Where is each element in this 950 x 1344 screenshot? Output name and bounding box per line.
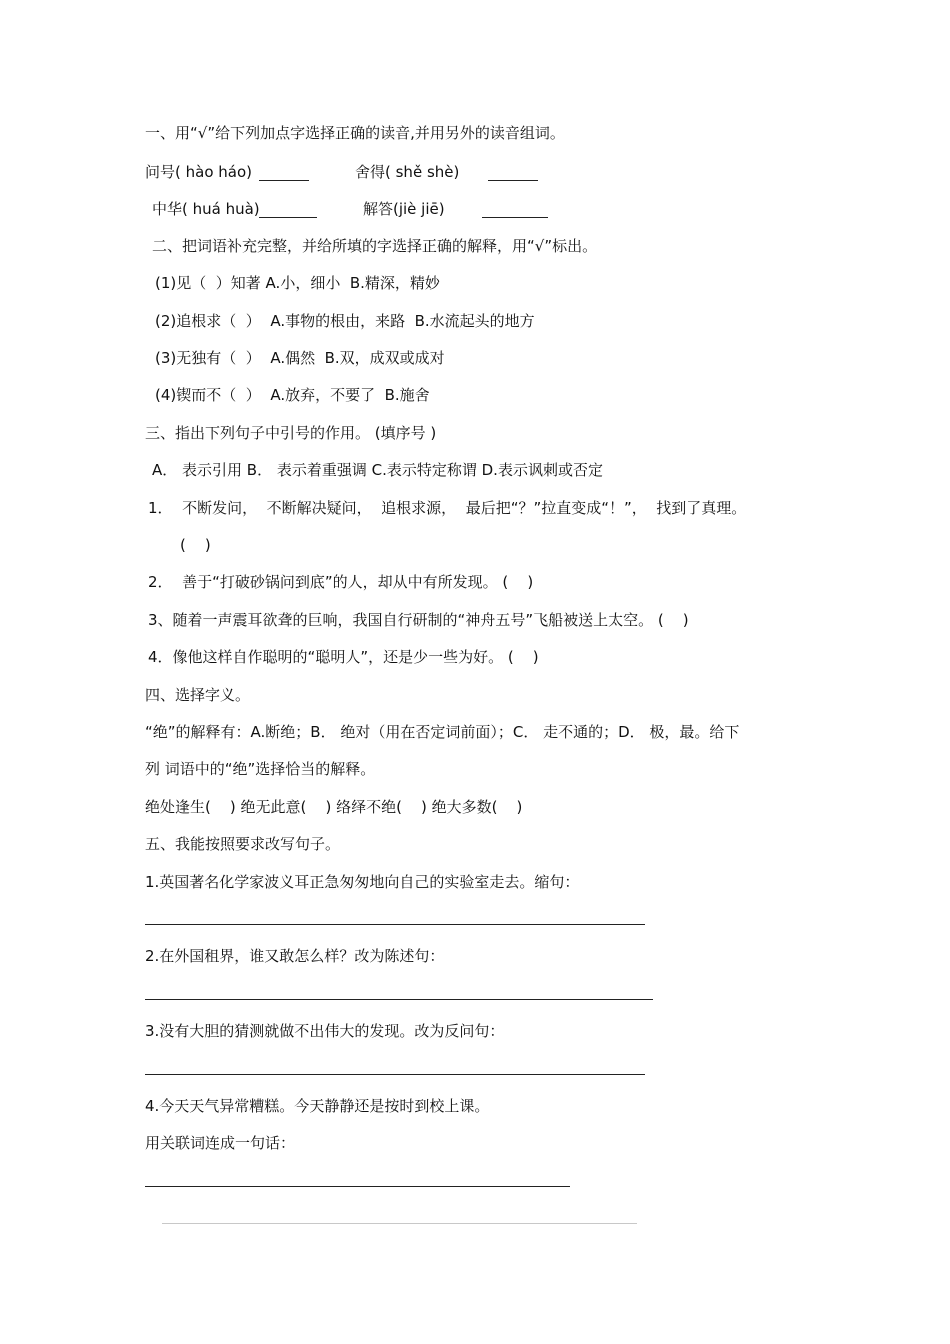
answer-line[interactable] xyxy=(145,1186,570,1187)
quote-question-4: 4．像他这样自作聪明的“聪明人”，还是少一些为好。 ( ) xyxy=(148,648,539,666)
answer-blank[interactable] xyxy=(259,180,309,181)
section1-heading: 一、用“√”给下列加点字选择正确的读音,并用另外的读音组词。 xyxy=(145,124,565,142)
quote-question-2: 2． 善于“打破砂锅问到底”的人，却从中有所发现。 ( ) xyxy=(148,573,534,591)
quote-question-1: 1． 不断发问， 不断解决疑问， 追根求源， 最后把“？”拉直变成“！”， 找到了真理。 xyxy=(148,499,747,517)
section4-heading: 四、选择字义。 xyxy=(145,686,251,704)
meaning-words: 绝处逢生( ) 绝无此意( ) 络绎不绝( ) 绝大多数( ) xyxy=(145,798,523,816)
rewrite-question-4-instruction: 用关联词连成一句话： xyxy=(145,1134,296,1152)
answer-blank[interactable] xyxy=(482,217,548,218)
answer-line[interactable] xyxy=(145,999,653,1000)
quote-options: A． 表示引用 B． 表示着重强调 C.表示特定称谓 D.表示讽刺或否定 xyxy=(152,461,603,479)
meaning-desc-line1: “绝”的解释有：A.断绝；B． 绝对（用在否定词前面）；C． 走不通的；D． 极，最。给下 xyxy=(145,723,740,741)
idiom-item: (2)追根求（ ） A.事物的根由，来路 B.水流起头的地方 xyxy=(155,312,535,330)
answer-blank[interactable] xyxy=(259,217,317,218)
rewrite-question-1: 1.英国著名化学家波义耳正急匆匆地向自己的实验室走去。缩句： xyxy=(145,873,580,891)
pinyin-item-jieda: 解答(jiè jiē) xyxy=(363,200,445,218)
pinyin-item-wenhao: 问号( hào háo) xyxy=(145,163,252,181)
idiom-item: (4)锲而不（ ） A.放弃，不要了 B.施舍 xyxy=(155,386,430,404)
idiom-item: (1)见（ ）知著 A.小，细小 B.精深，精妙 xyxy=(155,274,440,292)
rewrite-question-2: 2.在外国租界，谁又敢怎么样？改为陈述句： xyxy=(145,947,445,965)
quote-answer-paren[interactable]: ( ) xyxy=(180,536,211,554)
rewrite-question-3: 3.没有大胆的猜测就做不出伟大的发现。改为反问句： xyxy=(145,1022,505,1040)
pinyin-item-zhonghua: 中华( huá huà) xyxy=(152,200,260,218)
idiom-item: (3)无独有（ ） A.偶然 B.双，成双或成对 xyxy=(155,349,445,367)
section5-heading: 五、我能按照要求改写句子。 xyxy=(145,835,341,853)
section3-heading: 三、指出下列句子中引号的作用。 (填序号 ) xyxy=(145,424,437,442)
answer-blank[interactable] xyxy=(488,180,538,181)
answer-line[interactable] xyxy=(145,1074,645,1075)
meaning-desc-line2: 列 词语中的“绝”选择恰当的解释。 xyxy=(145,760,376,778)
pinyin-item-shede: 舍得( shě shè) xyxy=(355,163,460,181)
answer-line[interactable] xyxy=(145,924,645,925)
rewrite-question-4: 4.今天天气异常糟糕。今天静静还是按时到校上课。 xyxy=(145,1097,490,1115)
footer-divider xyxy=(162,1223,637,1224)
quote-question-3: 3、随着一声震耳欲聋的巨响，我国自行研制的“神舟五号”飞船被送上太空。 ( ) xyxy=(148,611,689,629)
section2-heading: 二、把词语补充完整，并给所填的字选择正确的解释，用“√”标出。 xyxy=(152,237,598,255)
